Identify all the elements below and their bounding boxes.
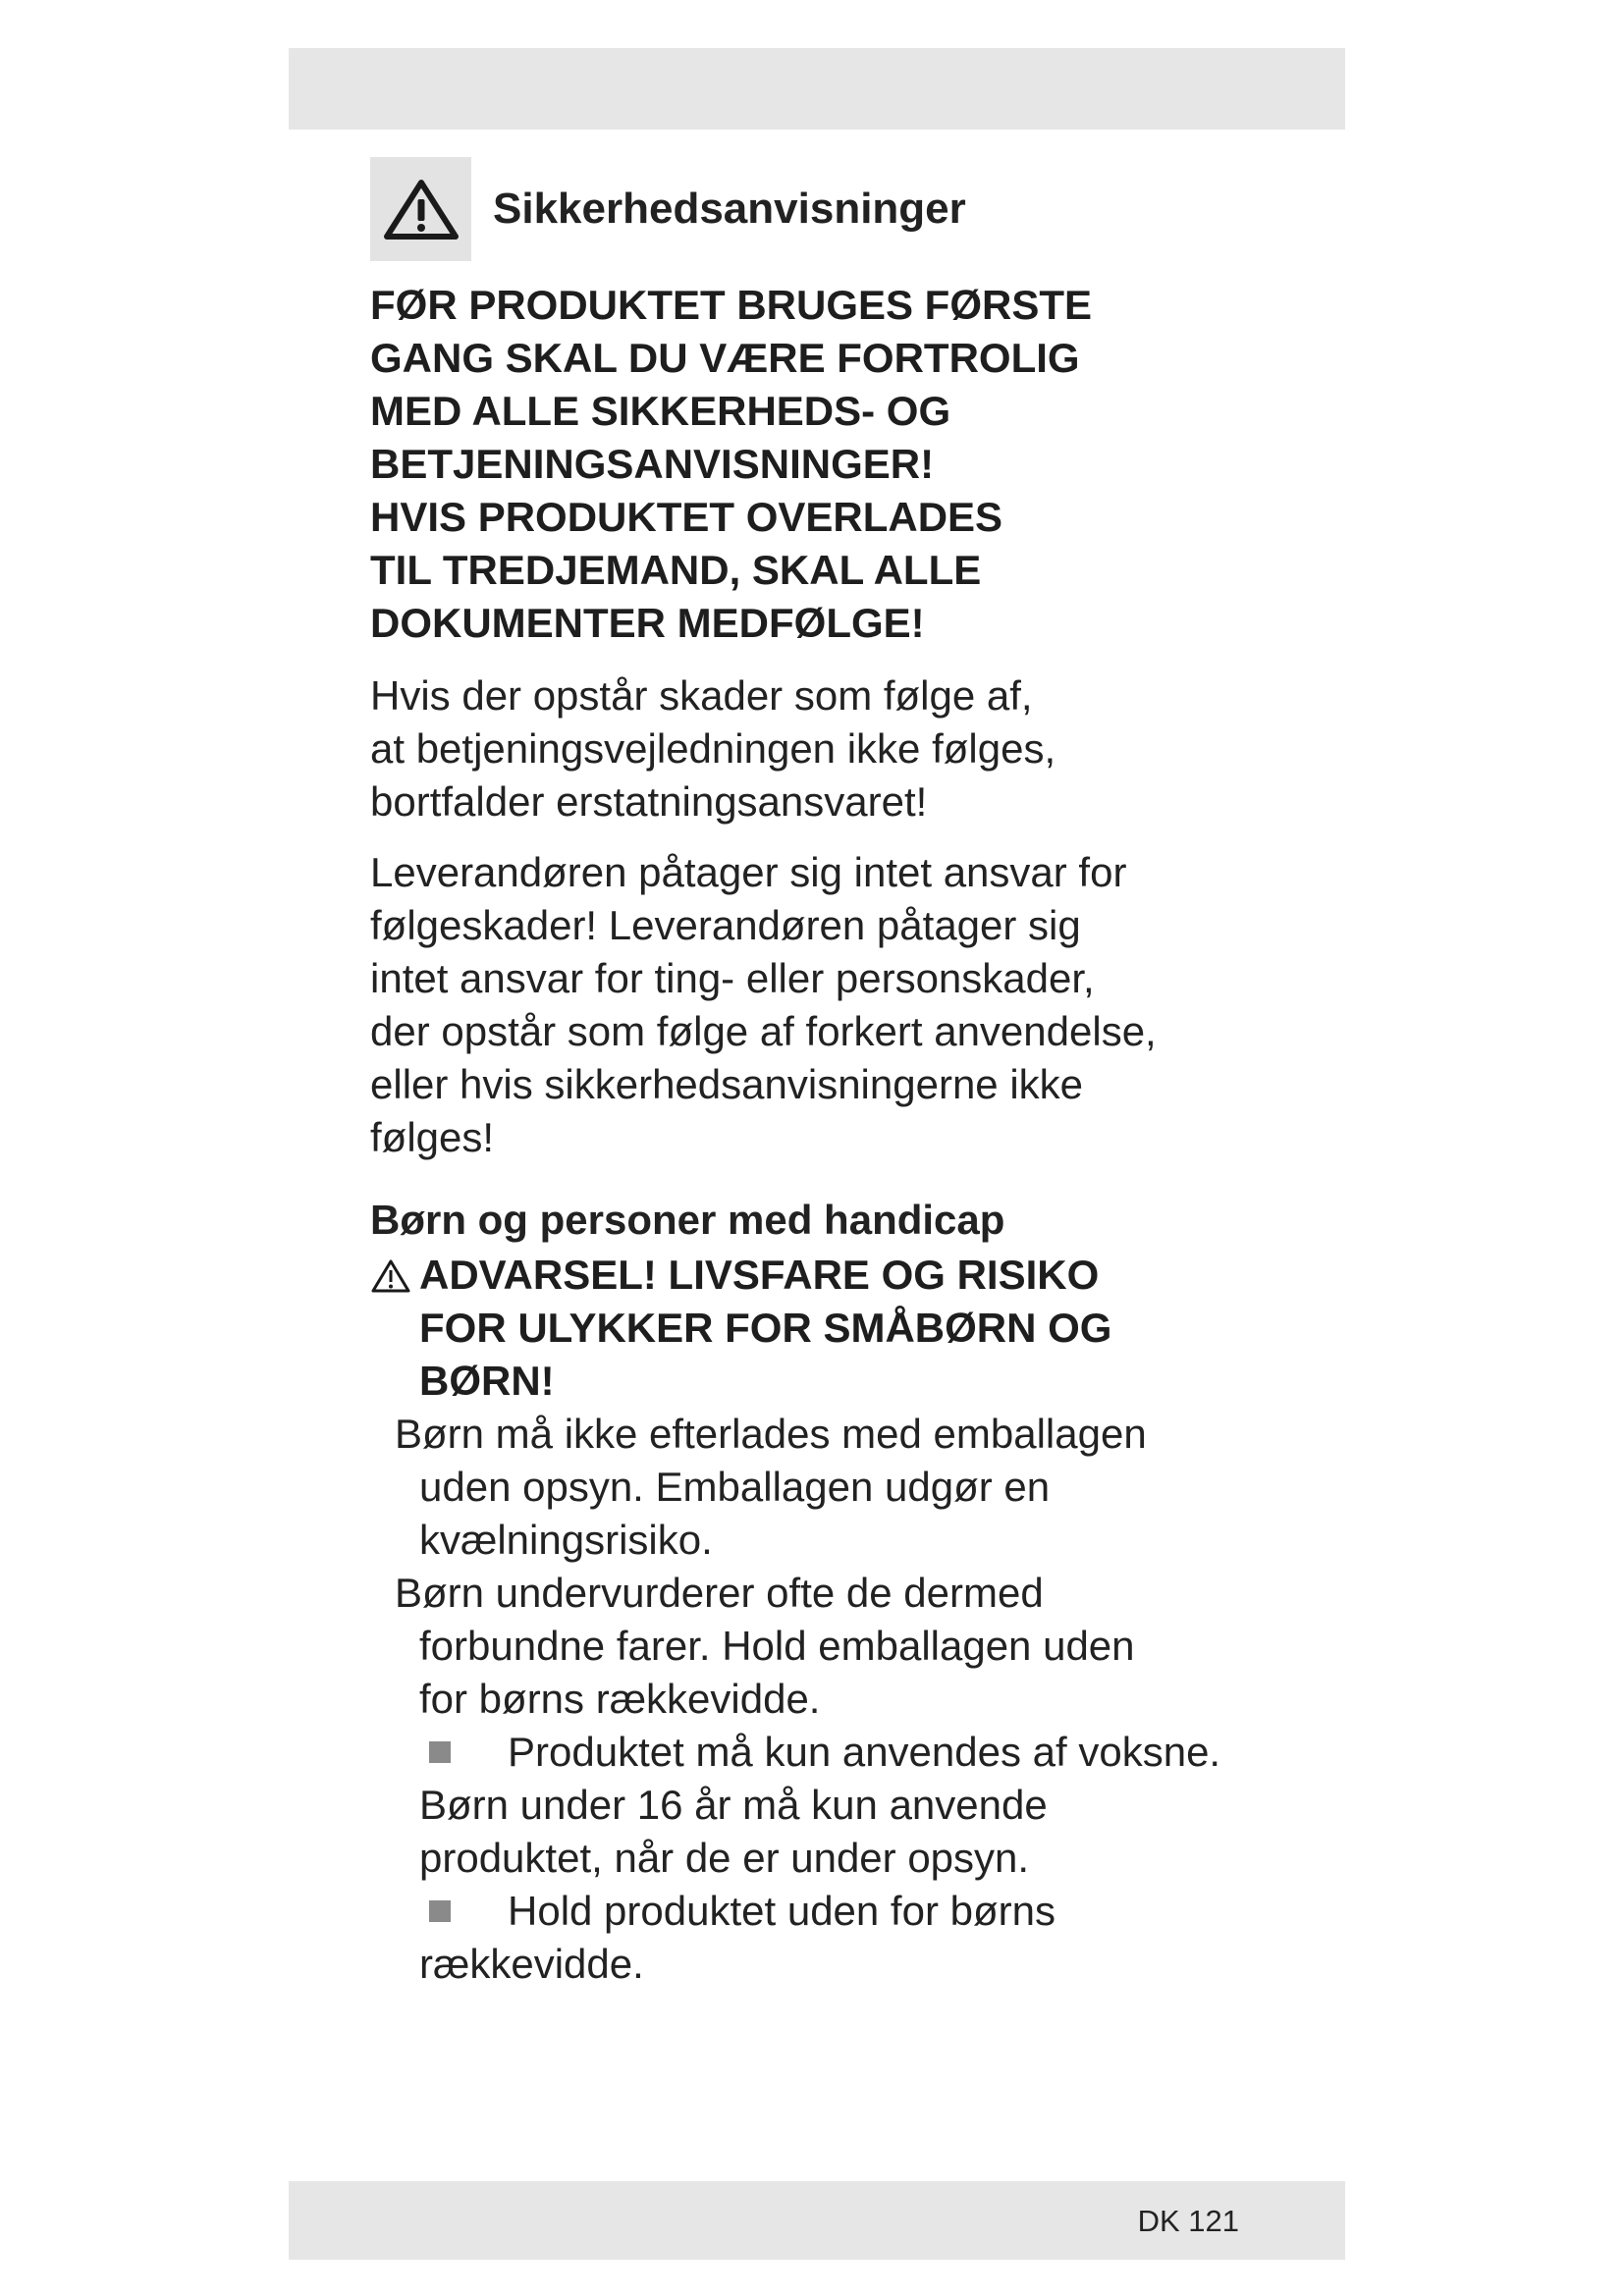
warning-triangle-icon [383,178,460,240]
bullet-item [419,1885,1342,1991]
page-content [370,157,1342,1991]
list-item: Børn undervurderer ofte de dermed forbundne farer. Hold emballagen uden for børns rækkevidde. [395,1570,1135,1722]
square-bullet-icon [429,1741,451,1763]
caps-warning: FØR PRODUKTET BRUGES FØRSTE GANG SKAL DU VÆRE FORTROLIG MED ALLE SIKKERHEDS- OG BETJENINGSANVISNINGER! HVIS PRODUKTET OVERLADES TIL TREDJEMAND, SKAL ALLE DOKUMENTER MEDFØLGE! [370,282,1093,646]
supplier-paragraph: Leverandøren påtager sig intet ansvar for følgeskader! Leverandøren påtager sig intet ansvar for ting- eller personskader, der opstår som følge af forkert anvendelse, eller hvis sikkerhedsanvisningerne ikke følges! [370,849,1157,1160]
liability-paragraph: Hvis der opstår skader som følge af, at betjeningsvejledningen ikke følges, bortfalder erstatningsansvaret! [370,672,1056,825]
bullet-text: Produktet må kun anvendes af voksne. [508,1729,1221,1775]
page-number: DK 121 [1137,2204,1239,2238]
list-item: Børn må ikke efterlades med emballagen uden opsyn. Emballagen udgør en kvælningsrisiko. [395,1411,1147,1563]
footer-band [289,2181,1345,2260]
section-header [370,157,1342,261]
children-warning-text: ADVARSEL! LIVSFARE OG RISIKO FOR ULYKKER FOR SMÅBØRN OG BØRN! [419,1252,1112,1404]
bullet-item [419,1726,1342,1885]
section-title: Sikkerhedsanvisninger [493,185,966,233]
bullet-text: Hold produktet uden for børns [508,1888,1056,1934]
header-band [289,48,1345,130]
children-heading: Børn og personer med handicap [370,1197,1005,1243]
warning-icon-box [370,157,471,261]
children-warning [370,1249,1342,1408]
bullet-continuation: rækkevidde. [419,1941,644,1987]
square-bullet-icon [429,1900,451,1922]
bullet-continuation: Børn under 16 år må kun anvende produktet, når de er under opsyn. [419,1782,1048,1881]
warning-triangle-icon [370,1258,411,1294]
